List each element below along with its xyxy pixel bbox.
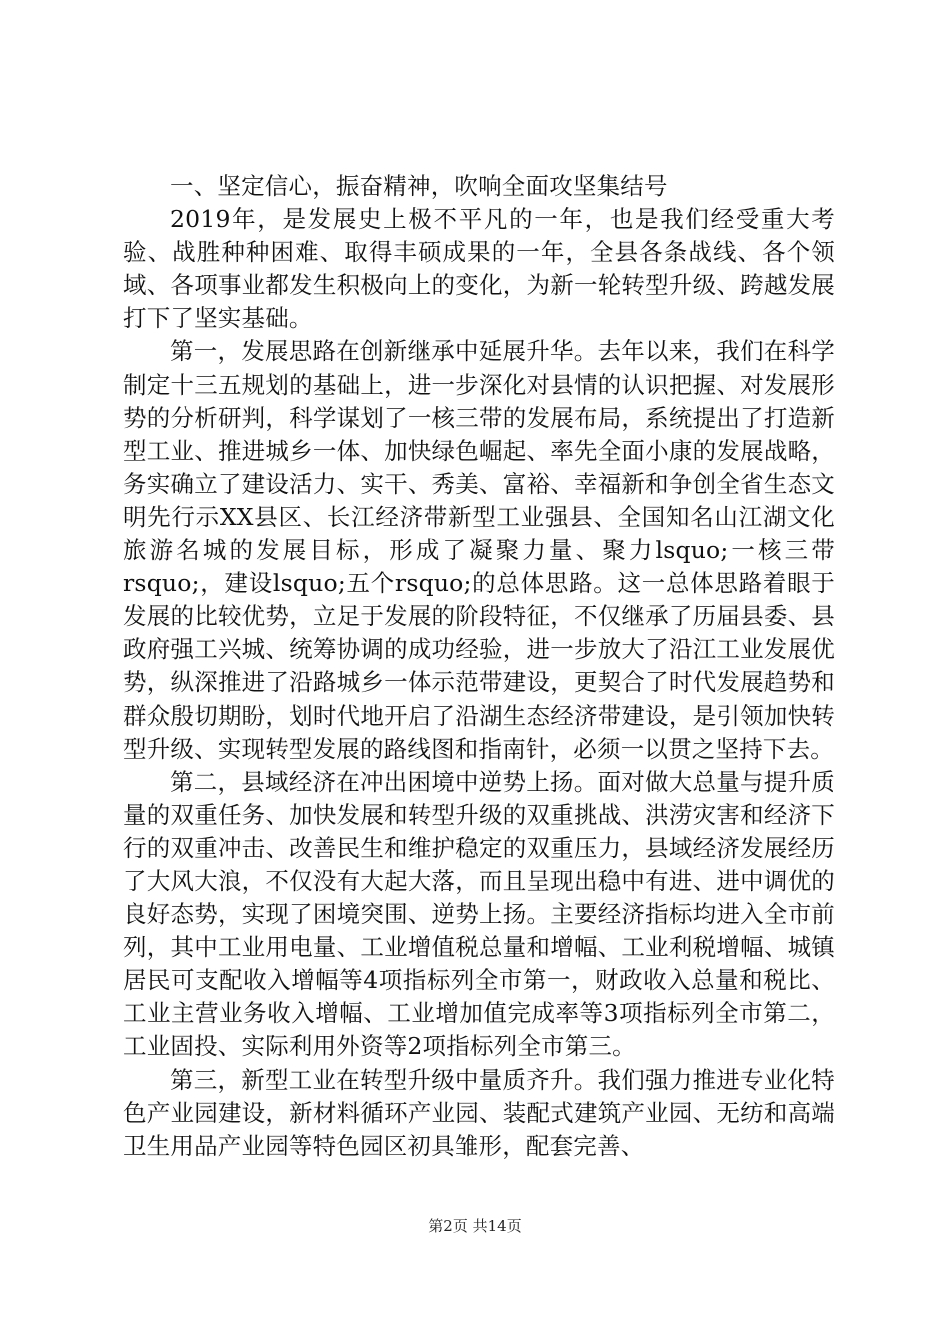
page-footer: 第2页 共14页	[428, 1217, 522, 1235]
section-heading: 一、坚定信心，振奋精神，吹响全面攻坚集结号	[170, 172, 668, 200]
paragraph-first: 第一，发展思路在创新继承中延展升华。去年以来，我们在科学制定十三五规划的基础上，进一步深化对县情的认识把握、对发展形势的分析研判，科学谋划了一核三带的发展布局，系统提出了打造新型工业、推进城乡一体、加快绿色崛起、率先全面小康的发展战略，务实确立了建设活力、实干、秀美、富裕、幸福新和争创全省生态文明先行示XX县区、长江经济带新型工业强县、全国知名山江湖文化旅游名城的发展目标，形成了凝聚力量、聚力lsquo;一核三带rsquo;，建设lsquo;五个rsquo;的总体思路。这一总体思路着眼于发展的比较优势，立足于发展的阶段特征，不仅继承了历届县委、县政府强工兴城、统筹协调的成功经验，进一步放大了沿江工业发展优势，纵深推进了沿路城乡一体示范带建设，更契合了时代发展趋势和群众殷切期盼，划时代地开启了沿湖生态经济带建设，是引领加快转型升级、实现转型发展的路线图和指南针，必须一以贯之坚持下去。	[123, 337, 835, 763]
paragraph-intro: 2019年，是发展史上极不平凡的一年，也是我们经受重大考验、战胜种种困难、取得丰硕成果的一年，全县各条战线、各个领域、各项事业都发生积极向上的变化，为新一轮转型升级、跨越发展打下了坚实基础。	[123, 205, 835, 333]
paragraph-third: 第三，新型工业在转型升级中量质齐升。我们强力推进专业化特色产业园建设，新材料循环产业园、装配式建筑产业园、无纺和高端卫生用品产业园等特色园区初具雏形，配套完善、	[123, 1065, 835, 1160]
paragraph-second: 第二，县域经济在冲出困境中逆势上扬。面对做大总量与提升质量的双重任务、加快发展和转型升级的双重挑战、洪涝灾害和经济下行的双重冲击、改善民生和维护稳定的双重压力，县域经济发展经历了大风大浪，不仅没有大起大落，而且呈现出稳中有进、进中调优的良好态势，实现了困境突围、逆势上扬。主要经济指标均进入全市前列，其中工业用电量、工业增值税总量和增幅、工业利税增幅、城镇居民可支配收入增幅等4项指标列全市第一，财政收入总量和税比、工业主营业务收入增幅、工业增加值完成率等3项指标列全市第二，工业固投、实际利用外资等2项指标列全市第三。	[123, 767, 835, 1061]
document-body	[123, 170, 835, 1163]
